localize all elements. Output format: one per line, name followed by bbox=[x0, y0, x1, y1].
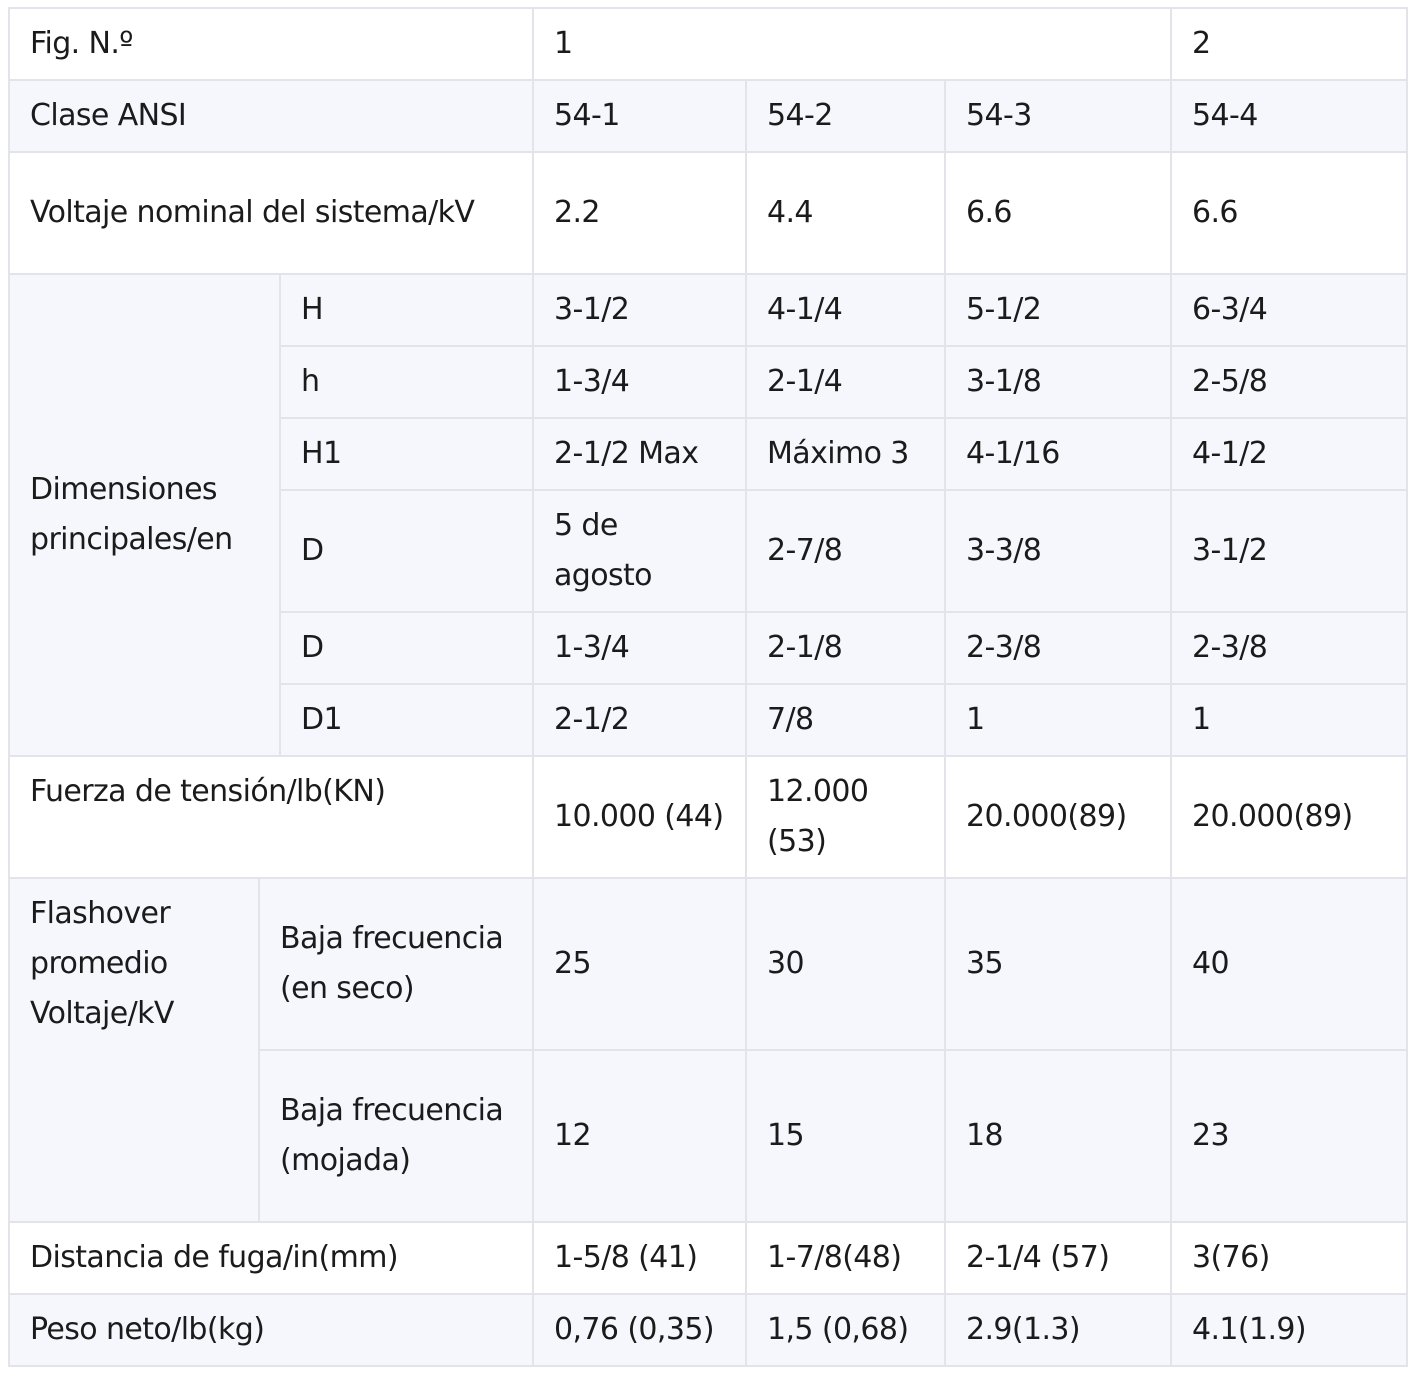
dim-value: 2-5/8 bbox=[1171, 346, 1407, 418]
flashover-value: 18 bbox=[945, 1050, 1171, 1222]
dim-value: 6-3/4 bbox=[1171, 274, 1407, 346]
row-fig-number bbox=[9, 8, 1407, 80]
voltage-label: Voltaje nominal del sistema/kV bbox=[9, 152, 533, 274]
tension-value-2: 12.000 (53) bbox=[746, 756, 945, 878]
dim-value: 5-1/2 bbox=[945, 274, 1171, 346]
row-dim-H bbox=[9, 274, 1407, 346]
row-tension-strength bbox=[9, 756, 1407, 878]
voltage-value-1: 2.2 bbox=[533, 152, 746, 274]
flashover-value: 30 bbox=[746, 878, 945, 1050]
dim-value: 3-1/2 bbox=[1171, 490, 1407, 612]
tension-value-1: 10.000 (44) bbox=[533, 756, 746, 878]
dim-value: 1 bbox=[945, 684, 1171, 756]
dim-name: D bbox=[280, 612, 533, 684]
leakage-label: Distancia de fuga/in(mm) bbox=[9, 1222, 533, 1294]
row-ansi-class bbox=[9, 80, 1407, 152]
ansi-value-3: 54-3 bbox=[945, 80, 1171, 152]
flashover-value: 23 bbox=[1171, 1050, 1407, 1222]
dim-value: 3-1/8 bbox=[945, 346, 1171, 418]
ansi-value-1: 54-1 bbox=[533, 80, 746, 152]
weight-value-1: 0,76 (0,35) bbox=[533, 1294, 746, 1366]
tension-value-3: 20.000(89) bbox=[945, 756, 1171, 878]
flashover-value: 12 bbox=[533, 1050, 746, 1222]
row-leakage-distance bbox=[9, 1222, 1407, 1294]
flashover-value: 25 bbox=[533, 878, 746, 1050]
leakage-value-4: 3(76) bbox=[1171, 1222, 1407, 1294]
dim-value: 2-1/2 Max bbox=[533, 418, 746, 490]
dim-value: 3-1/2 bbox=[533, 274, 746, 346]
dim-value: 4-1/4 bbox=[746, 274, 945, 346]
voltage-value-2: 4.4 bbox=[746, 152, 945, 274]
dim-value: Máximo 3 bbox=[746, 418, 945, 490]
flashover-sub-label: Baja frecuencia (en seco) bbox=[259, 878, 533, 1050]
leakage-value-1: 1-5/8 (41) bbox=[533, 1222, 746, 1294]
dim-value: 5 de agosto bbox=[533, 490, 746, 612]
dim-name: D bbox=[280, 490, 533, 612]
row-nominal-voltage bbox=[9, 152, 1407, 274]
leakage-value-2: 1-7/8(48) bbox=[746, 1222, 945, 1294]
flashover-sub-label: Baja frecuencia (mojada) bbox=[259, 1050, 533, 1222]
dim-value: 2-3/8 bbox=[945, 612, 1171, 684]
voltage-value-4: 6.6 bbox=[1171, 152, 1407, 274]
dim-value: 1-3/4 bbox=[533, 346, 746, 418]
fig-2-cell: 2 bbox=[1171, 8, 1407, 80]
dim-value: 1-3/4 bbox=[533, 612, 746, 684]
dim-value: 2-1/8 bbox=[746, 612, 945, 684]
flashover-value: 35 bbox=[945, 878, 1171, 1050]
dim-name: D1 bbox=[280, 684, 533, 756]
weight-value-2: 1,5 (0,68) bbox=[746, 1294, 945, 1366]
flashover-value: 40 bbox=[1171, 878, 1407, 1050]
dim-value: 2-1/4 bbox=[746, 346, 945, 418]
dim-value: 4-1/16 bbox=[945, 418, 1171, 490]
ansi-value-2: 54-2 bbox=[746, 80, 945, 152]
dim-value: 2-7/8 bbox=[746, 490, 945, 612]
dim-name: H1 bbox=[280, 418, 533, 490]
ansi-label: Clase ANSI bbox=[9, 80, 533, 152]
dimensions-label: Dimensiones principales/en bbox=[9, 274, 280, 756]
tension-value-4: 20.000(89) bbox=[1171, 756, 1407, 878]
fig-1-cell: 1 bbox=[533, 8, 1171, 80]
dim-value: 7/8 bbox=[746, 684, 945, 756]
spec-table bbox=[8, 7, 1408, 1367]
dim-name: H bbox=[280, 274, 533, 346]
dim-value: 2-3/8 bbox=[1171, 612, 1407, 684]
row-flashover-dry bbox=[9, 878, 1407, 1050]
dim-name: h bbox=[280, 346, 533, 418]
weight-value-3: 2.9(1.3) bbox=[945, 1294, 1171, 1366]
dim-value: 1 bbox=[1171, 684, 1407, 756]
ansi-value-4: 54-4 bbox=[1171, 80, 1407, 152]
leakage-value-3: 2-1/4 (57) bbox=[945, 1222, 1171, 1294]
weight-label: Peso neto/lb(kg) bbox=[9, 1294, 533, 1366]
tension-label: Fuerza de tensión/lb(KN) bbox=[9, 756, 533, 878]
row-net-weight bbox=[9, 1294, 1407, 1366]
flashover-label: Flashover promedio Voltaje/kV bbox=[9, 878, 259, 1222]
dim-value: 3-3/8 bbox=[945, 490, 1171, 612]
dim-value: 2-1/2 bbox=[533, 684, 746, 756]
voltage-value-3: 6.6 bbox=[945, 152, 1171, 274]
dim-value: 4-1/2 bbox=[1171, 418, 1407, 490]
fig-label: Fig. N.º bbox=[9, 8, 533, 80]
weight-value-4: 4.1(1.9) bbox=[1171, 1294, 1407, 1366]
flashover-value: 15 bbox=[746, 1050, 945, 1222]
